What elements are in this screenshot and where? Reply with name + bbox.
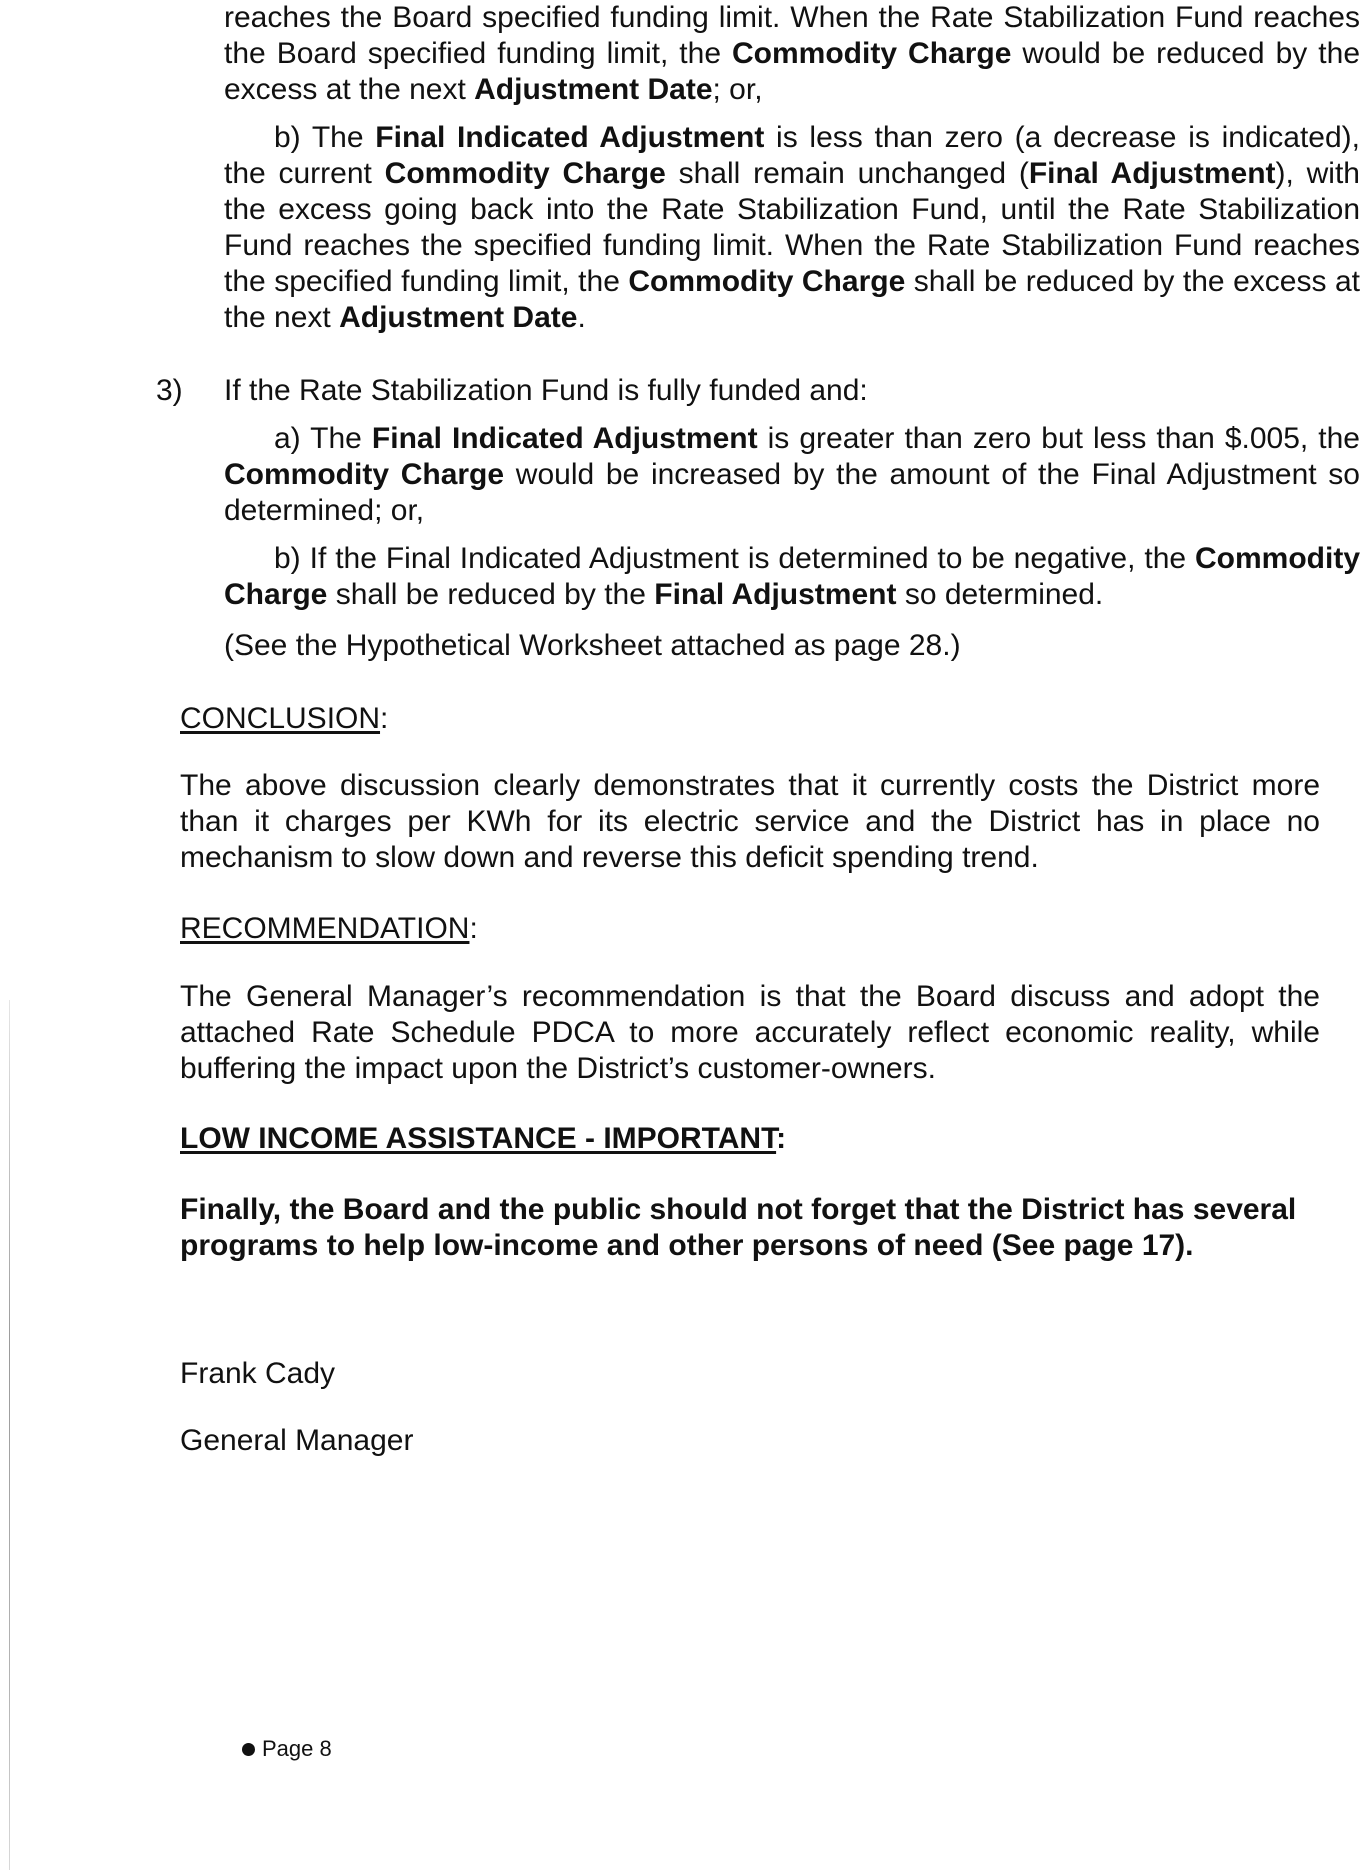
- bold-term: Commodity Charge: [224, 542, 1360, 611]
- bold-term: Commodity Charge: [384, 157, 666, 190]
- worksheet-note: (See the Hypothetical Worksheet attached as page 28.): [224, 629, 961, 662]
- text-run: is less than zero (a decrease is indicated), the current: [224, 121, 1361, 190]
- bold-term: Final Adjustment: [654, 578, 897, 611]
- bold-term: Adjustment Date: [339, 301, 578, 334]
- text-run: shall remain unchanged (: [665, 157, 1029, 190]
- text-run: is greater than zero but less than $.005, the: [757, 422, 1360, 455]
- recommendation-heading: [180, 911, 478, 947]
- text-run: a) The: [274, 422, 372, 455]
- item-3-number: 3): [156, 374, 183, 407]
- signatory-name: Frank Cady: [180, 1357, 336, 1390]
- low-income-heading: [180, 1121, 786, 1157]
- page-number: Page 8: [262, 1736, 332, 1761]
- bold-term: Final Indicated Adjustment: [371, 422, 758, 455]
- item-3a-paragraph: [224, 421, 1360, 529]
- bullet-icon: [242, 1743, 255, 1756]
- item-3-intro: If the Rate Stabilization Fund is fully funded and:: [224, 374, 868, 407]
- bold-term: Final Indicated Adjustment: [375, 121, 765, 154]
- text-run: shall be reduced by the excess at the next: [224, 265, 1360, 334]
- text-run: ), with the excess going back into the Rate Stabilization Fund, until the Rate Stabilization Fund reaches the specified funding limit. When the Rate Stabilization Fund reaches the specified funding limit, the: [224, 157, 1360, 298]
- bold-term: Commodity Charge: [224, 458, 505, 491]
- heading-text: RECOMMENDATION: [180, 912, 470, 945]
- text-run: .: [577, 301, 586, 334]
- scan-edge-line: [9, 1000, 10, 1870]
- conclusion-heading: [180, 701, 388, 737]
- text-run: b) The: [274, 121, 376, 154]
- bold-term: Adjustment Date: [474, 73, 713, 106]
- bold-term: Commodity Charge: [628, 265, 906, 298]
- signatory-title: General Manager: [180, 1424, 414, 1457]
- conclusion-text: The above discussion clearly demonstrates that it currently costs the District more than it charges per KWh for its electric service and the District has in place no mechanism to slow down and reverse this deficit spending trend.: [180, 769, 1320, 874]
- heading-text: LOW INCOME ASSISTANCE - IMPORTANT: [180, 1122, 777, 1155]
- text-run: so determined.: [896, 578, 1104, 611]
- heading-text: CONCLUSION: [180, 702, 381, 735]
- page-footer: [242, 1736, 332, 1762]
- text-run: would be increased by the amount of the Final Adjustment so determined; or,: [224, 458, 1360, 527]
- item-b-paragraph: [224, 120, 1360, 336]
- heading-colon: :: [776, 1122, 787, 1155]
- text-run: ; or,: [712, 73, 763, 106]
- heading-colon: :: [380, 702, 389, 735]
- item-3b-paragraph: [224, 541, 1360, 613]
- text-run: would be reduced by the excess at the next: [224, 37, 1360, 106]
- heading-colon: :: [469, 912, 478, 945]
- recommendation-text: The General Manager’s recommendation is that the Board discuss and adopt the attached Rate Schedule PDCA to more accurately reflect economic reality, while buffering the impact upon the District’s customer-owners.: [180, 980, 1320, 1085]
- text-run: reaches the Board specified funding limit. When the Rate Stabilization Fund reaches the Board specified funding limit, the: [224, 1, 1360, 70]
- continuation-paragraph: [224, 0, 1360, 108]
- low-income-text: Finally, the Board and the public should not forget that the District has several programs to help low-income and other persons of need (See page 17).: [180, 1193, 1297, 1262]
- text-run: b) If the Final Indicated Adjustment is determined to be negative, the: [274, 542, 1195, 575]
- bold-term: Final Adjustment: [1028, 157, 1276, 190]
- bold-term: Commodity Charge: [732, 37, 1012, 70]
- text-run: shall be reduced by the: [327, 578, 655, 611]
